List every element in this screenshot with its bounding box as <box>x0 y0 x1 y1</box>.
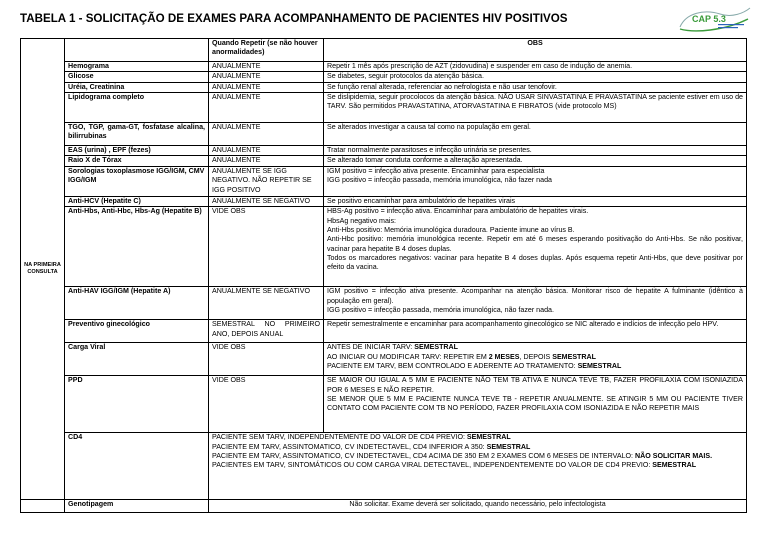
table-row <box>21 320 747 343</box>
obs-line: SE MENOR QUE 5 MM E PACIENTE NUNCA TEVE TB - REPETIR ANUALMENTE. SE ATINGIR 5 MM OU PACIENTE TIVER CONTATO COM PACIENTE COM TB NO PERÍODO, FAZER PROFILAXIA COM ISONIAZIDA E NÃO REPETIR MAIS <box>327 394 743 413</box>
obs-line <box>212 452 743 461</box>
cap-logo <box>674 5 754 35</box>
obs-text: Repetir semestralmente e encaminhar para acompanhamento ginecológico se NIC alterado e indícios de infecção pelo HPV. <box>324 320 747 343</box>
header-obs: OBS <box>324 39 747 62</box>
repeat-value: ANUALMENTE <box>209 146 324 156</box>
obs-line <box>327 353 743 362</box>
obs-line: IGM positivo = infecção ativa presente. Acompanhar na atenção básica. Monitorar risco de hepatite A fulminante (idêntico à população em geral). <box>327 287 743 305</box>
table-row <box>21 500 747 513</box>
table-row <box>21 82 747 92</box>
exam-name: CD4 <box>65 433 209 500</box>
obs-text-part: , DEPOIS <box>519 352 553 361</box>
obs-text-part: PACIENTE EM TARV, ASSINTOMATICO, CV INDETECTAVEL, CD4 ACIMA DE 350 EM 2 EXAMES COM 6 MESES DE INTERVALO: <box>212 451 635 460</box>
exams-table <box>20 38 747 513</box>
obs-line: HbsAg negativo mais: <box>327 216 397 225</box>
table-row <box>21 166 747 196</box>
table-row <box>21 62 747 72</box>
repeat-value: ANUALMENTE <box>209 156 324 166</box>
obs-text: Se positivo encaminhar para ambulatório de hepatites virais <box>324 196 747 206</box>
table-row <box>21 156 747 166</box>
obs-line: HBS-Ag positivo = infecção ativa. Encaminhar para ambulatório de hepatites virais. <box>327 207 589 216</box>
obs-text-bold: SEMESTRAL <box>552 352 596 361</box>
obs-text-part: PACIENTE EM TARV, BEM CONTROLADO E ADERENTE AO TRATAMENTO: <box>327 361 578 370</box>
side-label-cell <box>21 39 65 500</box>
obs-text-bold: SEMESTRAL <box>466 433 511 442</box>
exam-name: Anti-HAV IGG/IGM (Hepatite A) <box>65 287 209 320</box>
logo-text: CAP 5.3 <box>692 14 726 24</box>
obs-text-bold: 2 MESES <box>488 352 520 361</box>
obs-text: Se função renal alterada, referenciar ao nefrologista e não usar tenofovir. <box>324 82 747 92</box>
repeat-value: ANUALMENTE <box>209 72 324 82</box>
side-empty-cell <box>21 500 65 513</box>
table-row <box>21 376 747 433</box>
table-header-row <box>21 39 747 62</box>
repeat-value: ANUALMENTE <box>209 93 324 123</box>
obs-text-bold: SEMESTRAL <box>414 343 458 352</box>
obs-line: IGG positivo = infecção passada, memória imunológica, não fazer nada. <box>327 305 554 314</box>
obs-line <box>212 443 743 452</box>
obs-text-part: PACIENTES EM TARV, SINTOMÁTICOS OU COM CARGA VIRAL DETECTAVEL, INDEPENDENTEMENTE DO VALOR DE CD4 PREVIO: <box>212 461 653 470</box>
obs-line: Todos os marcadores negativos: vacinar para hepatite B 4 doses duplas. Após esquema repetir Anti-Hbs, que deve positivar por efeito da vacina. <box>327 253 743 272</box>
repeat-value: VIDE OBS <box>209 376 324 433</box>
obs-text: Se alterados investigar a causa tal como na população em geral. <box>324 123 747 146</box>
obs-text <box>324 166 747 196</box>
repeat-value: SEMESTRAL NO PRIMEIRO ANO, DEPOIS ANUAL <box>209 320 324 343</box>
exam-name: Hemograma <box>65 62 209 72</box>
repeat-value: ANUALMENTE <box>209 62 324 72</box>
page-title: TABELA 1 - SOLICITAÇÃO DE EXAMES PARA ACOMPANHAMENTO DE PACIENTES HIV POSITIVOS <box>20 12 568 25</box>
exam-name: TGO, TGP, gama-GT, fosfatase alcalina, bilirrubinas <box>65 123 209 146</box>
obs-text: Repetir 1 mês após prescrição de AZT (zidovudina) e suspender em caso de indução de anemia. <box>324 62 747 72</box>
obs-line: IGG positivo = infecção passada, memória imunológica, não fazer nada <box>327 176 552 185</box>
table-row <box>21 343 747 376</box>
repeat-value: ANUALMENTE <box>209 123 324 146</box>
obs-text <box>324 343 747 376</box>
table-row <box>21 123 747 146</box>
obs-text-part: PACIENTE EM TARV, ASSINTOMATICO, CV INDETECTAVEL, CD4 INFERIOR A 350: <box>212 442 487 451</box>
repeat-value: ANUALMENTE SE NEGATIVO <box>209 196 324 206</box>
repeat-value: ANUALMENTE SE IGG NEGATIVO. NÃO REPETIR SE IGG POSITIVO <box>209 166 324 196</box>
obs-text-part: ANTES DE INICIAR TARV: <box>327 343 415 352</box>
obs-text: Se alterado tomar conduta conforme a alteração apresentada. <box>324 156 747 166</box>
table-row <box>21 72 747 82</box>
exam-name: PPD <box>65 376 209 433</box>
obs-text: Tratar normalmente parasitoses e infecção urinária se presentes. <box>324 146 747 156</box>
repeat-value: VIDE OBS <box>209 343 324 376</box>
table-row <box>21 207 747 287</box>
obs-text-bold: SEMESTRAL <box>486 442 531 451</box>
exam-name: EAS (urina) , EPF (fezes) <box>65 146 209 156</box>
header-empty-cell <box>65 39 209 62</box>
exam-name: Anti-HCV (Hepatite C) <box>65 196 209 206</box>
obs-text <box>324 287 747 320</box>
obs-line <box>327 343 743 352</box>
obs-text-part: PACIENTE SEM TARV, INDEPENDENTEMENTE DO VALOR DE CD4 PREVIO: <box>212 433 467 442</box>
obs-text-bold: NÃO SOLICITAR MAIS. <box>634 451 713 460</box>
obs-text-part: AO INICIAR OU MODIFICAR TARV: REPETIR EM <box>327 352 489 361</box>
obs-text-bold: SEMESTRAL <box>577 361 622 370</box>
header-repeat: Quando Repetir (se não houver anormalidades) <box>209 39 324 62</box>
exam-name: Anti-Hbs, Anti-Hbc, Hbs-Ag (Hepatite B) <box>65 207 209 287</box>
obs-text-bold: SEMESTRAL <box>652 461 697 470</box>
exam-name: Raio X de Tórax <box>65 156 209 166</box>
obs-line <box>212 461 743 470</box>
obs-line <box>327 362 743 371</box>
table-row <box>21 196 747 206</box>
cd4-obs-text <box>209 433 747 500</box>
obs-line: SE MAIOR OU IGUAL A 5 MM E PACIENTE NÃO TEM TB ATIVA E NUNCA TEVE TB, FAZER PROFILAXIA COM ISONIAZIDA POR 6 MESES E NÃO REPETIR. <box>327 376 743 394</box>
repeat-value: ANUALMENTE <box>209 82 324 92</box>
exam-name: Carga Viral <box>65 343 209 376</box>
obs-line: IGM positivo = infecção ativa presente. Encaminhar para especialista <box>327 166 545 175</box>
repeat-value: VIDE OBS <box>209 207 324 287</box>
exam-name: Preventivo ginecológico <box>65 320 209 343</box>
exam-name: Uréia, Creatinina <box>65 82 209 92</box>
exam-name: Lipidograma completo <box>65 93 209 123</box>
table-row <box>21 93 747 123</box>
obs-text: Não solicitar. Exame deverá ser solicitado, quando necessário, pelo infectologista <box>209 500 747 513</box>
obs-text: Se diabetes, seguir protocolos da atenção básica. <box>324 72 747 82</box>
exam-name: Glicose <box>65 72 209 82</box>
obs-line <box>212 433 743 442</box>
exam-name: Genotipagem <box>65 500 209 513</box>
obs-text <box>324 207 747 287</box>
repeat-value: ANUALMENTE SE NEGATIVO <box>209 287 324 320</box>
table-row <box>21 433 747 500</box>
exam-name: Sorologias toxoplasmose IGG/IGM, CMV IGG/IGM <box>65 166 209 196</box>
obs-line: Anti-Hbc positivo: memória imunológica recente. Repetir em até 6 meses esperando positivação do Anti-Hbs. Se não positivar, vacinar para hepatite B 4 doses duplas. <box>327 235 743 253</box>
obs-text <box>324 376 747 433</box>
side-label: NA PRIMEIRA CONSULTA <box>24 262 61 276</box>
obs-line: Anti-Hbs positivo: Memória imunológica duradoura. Paciente imune ao vírus B. <box>327 225 575 234</box>
table-row <box>21 146 747 156</box>
obs-text: Se dislipidemia, seguir procolocos da atenção básica. NÃO USAR SINVASTATINA E PRAVASTATINA se paciente estiver em uso de TARV. São permitidos PRAVASTATINA, ATORVASTATINA E FIBRATOS (vide protocolo MS) <box>324 93 747 123</box>
table-row <box>21 287 747 320</box>
